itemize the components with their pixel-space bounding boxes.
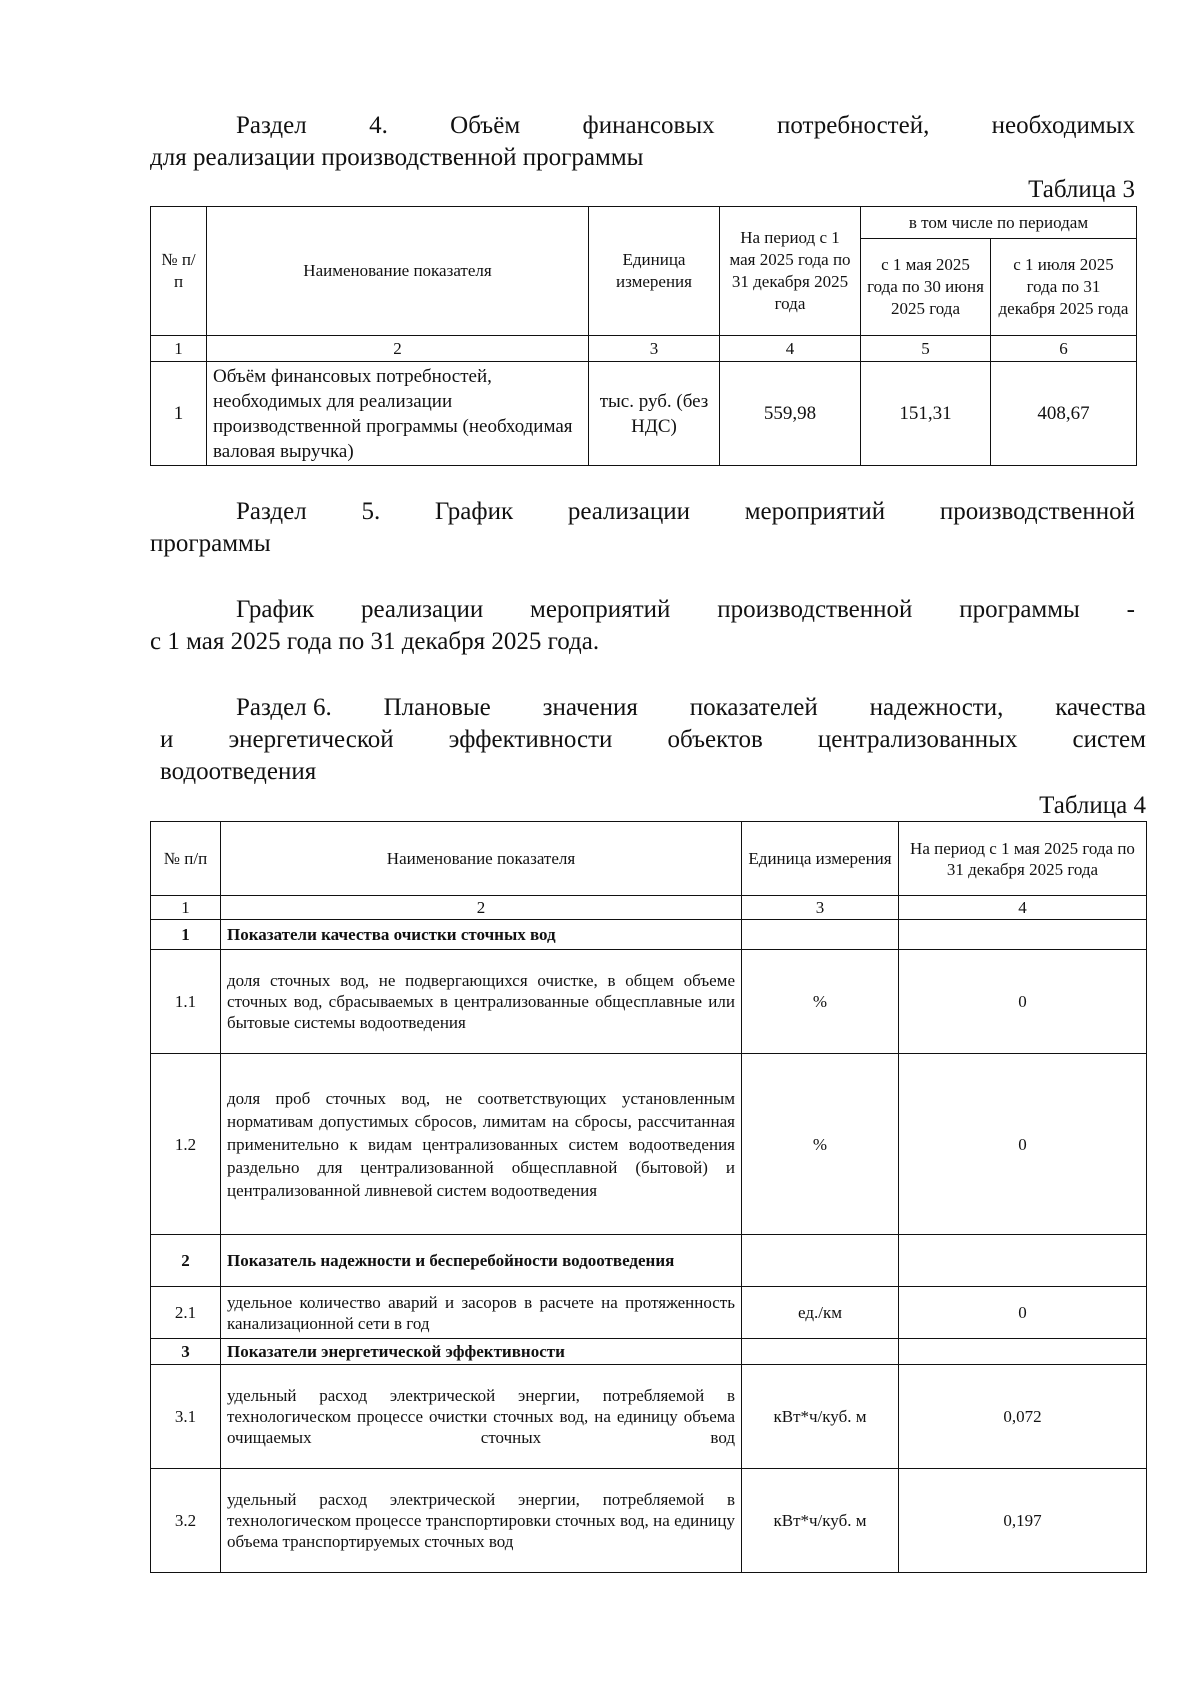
t4-row-unit: %: [742, 1054, 899, 1235]
section-6-word: и: [160, 726, 174, 753]
section-6-word: эффективности: [448, 726, 613, 753]
t4-row-name: удельный расход электрической энергии, потребляемой в технологическом процессе транспортировки сточных вод, на единицу объема транспортируемых сточных вод: [221, 1469, 742, 1573]
section-6-word: систем: [1072, 726, 1146, 753]
section-6-word: надежности,: [869, 694, 1004, 721]
schedule-word: -: [1126, 596, 1135, 623]
table-4: [150, 821, 1147, 1573]
schedule-word: производственной: [717, 596, 913, 623]
t4-row-name: доля сточных вод, не подвергающихся очистке, в общем объеме сточных вод, сбрасываемых в централизованные общесплавные или бытовые системы водоотведения: [221, 950, 742, 1054]
t4-row-num: 1.2: [151, 1054, 221, 1235]
section-5-line-2: программы: [150, 530, 271, 557]
table-row: [151, 1469, 1147, 1573]
section-4-word: финансовых: [582, 112, 715, 139]
section-4-word: Объём: [450, 112, 521, 139]
t3-head-including: в том числе по периодам: [861, 207, 1137, 239]
section-6-word: централизованных: [817, 726, 1018, 753]
t4-colnum: 4: [899, 896, 1147, 920]
section-6-word: объектов: [667, 726, 763, 753]
table-row: [151, 920, 1147, 950]
schedule-line-2: с 1 мая 2025 года по 31 декабря 2025 года.: [150, 628, 600, 655]
t4-row-num: 1.1: [151, 950, 221, 1054]
table-row: [151, 1287, 1147, 1339]
schedule-word: мероприятий: [530, 596, 671, 623]
t4-row-unit: [742, 1339, 899, 1365]
t4-row-name: Показатели качества очистки сточных вод: [221, 920, 742, 950]
t4-row-name: удельный расход электрической энергии, потребляемой в технологическом процессе очистки сточных вод, на единицу объема очищаемых сточных вод: [221, 1365, 742, 1469]
section-6-heading: [160, 692, 1146, 788]
t3-colnum: 5: [861, 336, 991, 362]
t3-head-sub2: с 1 июля 2025 года по 31 декабря 2025 года: [991, 239, 1137, 336]
section-6-word: качества: [1055, 694, 1146, 721]
table-row: [151, 1365, 1147, 1469]
t3-row-unit: тыс. руб. (без НДС): [589, 362, 720, 466]
t4-row-value: 0: [899, 950, 1147, 1054]
t4-row-num: 3: [151, 1339, 221, 1365]
t4-row-value: 0,197: [899, 1469, 1147, 1573]
t4-row-value: [899, 1339, 1147, 1365]
section-4-heading: [150, 110, 1135, 174]
section-5-word: реализации: [567, 498, 691, 525]
t4-row-num: 3.2: [151, 1469, 221, 1573]
section-5-word: производственной: [939, 498, 1135, 525]
table-row: [151, 1054, 1147, 1235]
schedule-word: График: [236, 596, 315, 623]
t4-row-unit: кВт*ч/куб. м: [742, 1365, 899, 1469]
table-row: [151, 362, 1137, 466]
section-4-word: Раздел: [236, 112, 307, 139]
t3-head-sub1: с 1 мая 2025 года по 30 июня 2025 года: [861, 239, 991, 336]
t4-row-unit: %: [742, 950, 899, 1054]
t4-row-value: 0: [899, 1287, 1147, 1339]
t4-row-value: [899, 920, 1147, 950]
section-4-word: 4.: [369, 112, 388, 139]
section-6-word: значения: [542, 694, 638, 721]
section-5-word: 5.: [361, 498, 381, 525]
t3-head-unit: Единица измерения: [589, 207, 720, 336]
table-row: [151, 1339, 1147, 1365]
t3-colnum: 1: [151, 336, 207, 362]
t4-row-name: Показатель надежности и бесперебойности водоотведения: [221, 1235, 742, 1287]
t4-colnum: 3: [742, 896, 899, 920]
section-4-line-2: для реализации производственной программы: [150, 144, 644, 171]
t4-row-unit: ед./км: [742, 1287, 899, 1339]
t3-colnum: 6: [991, 336, 1137, 362]
table-4-caption: Таблица 4: [1039, 792, 1146, 819]
section-6-line-3: водоотведения: [160, 758, 317, 785]
section-5-word: мероприятий: [744, 498, 886, 525]
section-4-word: необходимых: [991, 112, 1135, 139]
t4-row-num: 2.1: [151, 1287, 221, 1339]
t3-head-num: № п/п: [151, 207, 207, 336]
section-6-word: энергетической: [228, 726, 394, 753]
section-6-word: показателей: [689, 694, 818, 721]
schedule-paragraph: [150, 594, 1135, 658]
t3-head-period: На период с 1 мая 2025 года по 31 декабря 2025 года: [720, 207, 861, 336]
t4-row-unit: кВт*ч/куб. м: [742, 1469, 899, 1573]
section-5-word: Раздел: [236, 498, 307, 525]
t3-colnum: 4: [720, 336, 861, 362]
t4-head-num: № п/п: [151, 822, 221, 896]
t4-row-unit: [742, 1235, 899, 1287]
t4-row-value: [899, 1235, 1147, 1287]
t3-colnum: 3: [589, 336, 720, 362]
t3-row-name: Объём финансовых потребностей, необходимых для реализации производственной программы (необходимая валовая выручка): [207, 362, 589, 466]
t4-row-num: 3.1: [151, 1365, 221, 1469]
schedule-word: реализации: [361, 596, 484, 623]
table-row: [151, 950, 1147, 1054]
t4-head-period: На период с 1 мая 2025 года по 31 декабря 2025 года: [899, 822, 1147, 896]
section-5-heading: [150, 496, 1135, 560]
t4-row-unit: [742, 920, 899, 950]
t3-head-name: Наименование показателя: [207, 207, 589, 336]
table-3: [150, 206, 1137, 466]
section-6-word: Раздел 6.: [236, 694, 332, 721]
t4-colnum: 2: [221, 896, 742, 920]
t4-row-num: 2: [151, 1235, 221, 1287]
t4-row-name: удельное количество аварий и засоров в расчете на протяженность канализационной сети в год: [221, 1287, 742, 1339]
section-6-word: Плановые: [383, 694, 491, 721]
section-4-word: потребностей,: [776, 112, 930, 139]
section-5-word: График: [434, 498, 514, 525]
t3-row-num: 1: [151, 362, 207, 466]
t4-colnum: 1: [151, 896, 221, 920]
t3-colnum: 2: [207, 336, 589, 362]
t3-row-p2: 408,67: [991, 362, 1137, 466]
t4-row-value: 0,072: [899, 1365, 1147, 1469]
t4-row-name: Показатели энергетической эффективности: [221, 1339, 742, 1365]
table-row: [151, 1235, 1147, 1287]
schedule-word: программы: [959, 596, 1080, 623]
t4-head-unit: Единица измерения: [742, 822, 899, 896]
t4-row-name: доля проб сточных вод, не соответствующих установленным нормативам допустимых сбросов, лимитам на сбросы, рассчитанная применительно к видам централизованных систем водоотведения раздельно для централизованной общесплавной (бытовой) и централизованной ливневой систем водоотведения: [221, 1054, 742, 1235]
t4-row-num: 1: [151, 920, 221, 950]
t4-row-value: 0: [899, 1054, 1147, 1235]
t3-row-total: 559,98: [720, 362, 861, 466]
t4-head-name: Наименование показателя: [221, 822, 742, 896]
table-3-caption: Таблица 3: [1028, 176, 1135, 203]
t3-row-p1: 151,31: [861, 362, 991, 466]
